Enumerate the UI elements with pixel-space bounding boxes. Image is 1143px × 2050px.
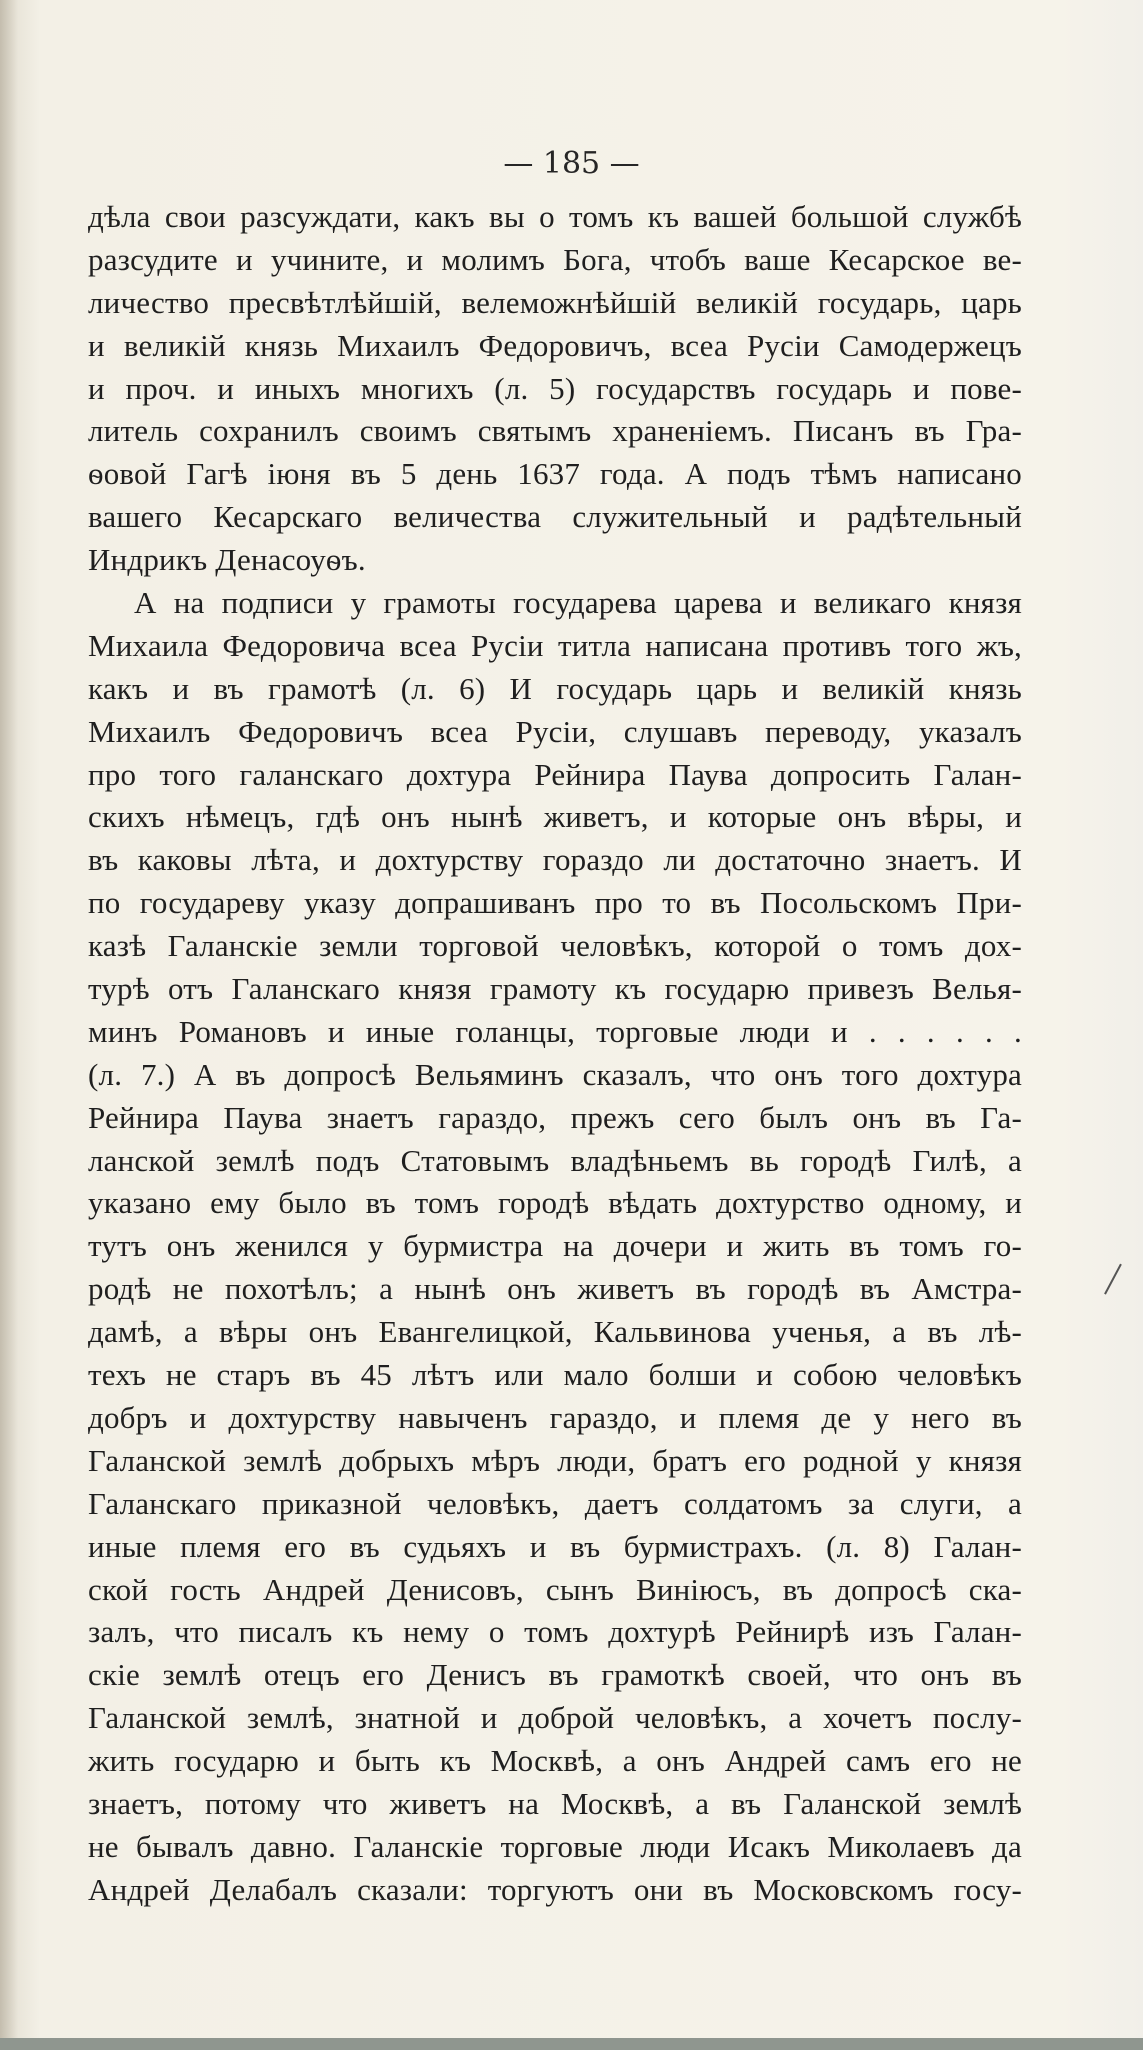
text-line: литель сохранилъ своимъ святымъ храненіемъ. Писанъ въ Гра- xyxy=(88,413,1022,449)
text-line: ской гость Андрей Денисовъ, сынъ Виніюсъ, въ допросѣ ска- xyxy=(88,1571,1022,1607)
text-line: Рейнира Паува знаетъ гараздо, прежъ сего былъ онъ въ Га- xyxy=(88,1099,1022,1135)
text-line: Михаила Федоровича всеа Русіи титла написана противъ того жъ, xyxy=(88,627,1022,663)
text-line: указано ему было въ томъ городѣ вѣдать дохтурство одному, и xyxy=(88,1185,1022,1221)
text-line: Галанской землѣ добрыхъ мѣръ люди, братъ его родной у князя xyxy=(88,1442,1022,1478)
text-line: казѣ Галанскіе земли торговой человѣкъ, которой о томъ дох- xyxy=(88,928,1022,964)
text-line: знаетъ, потому что живетъ на Москвѣ, а въ Галанской землѣ xyxy=(88,1785,1022,1821)
text-line: жить государю и быть къ Москвѣ, а онъ Андрей самъ его не xyxy=(88,1743,1022,1779)
text-line: скіе землѣ отецъ его Денисъ въ грамоткѣ своей, что онъ въ xyxy=(88,1657,1022,1693)
text-line: вашего Кесарскаго величества служительный и радѣтельный xyxy=(88,499,1022,535)
text-line: не бывалъ давно. Галанскіе торговые люди Исакъ Миколаевъ да xyxy=(88,1828,1022,1864)
text-line: Галанскаго приказной человѣкъ, даетъ солдатомъ за слуги, а xyxy=(88,1485,1022,1521)
text-line: въ каковы лѣта, и дохтурству гораздо ли достаточно знаетъ. И xyxy=(88,842,1022,878)
text-line: залъ, что писалъ къ нему о томъ дохтурѣ Рейнирѣ изъ Галан- xyxy=(88,1614,1022,1650)
text-line: по государеву указу допрашиванъ про то въ Посольскомъ При- xyxy=(88,885,1022,921)
text-line: скихъ нѣмецъ, гдѣ онъ нынѣ живетъ, и которые онъ вѣры, и xyxy=(88,799,1022,835)
body-text xyxy=(88,196,1022,1912)
text-line: и великій князь Михаилъ Федоровичъ, всеа Русіи Самодержецъ xyxy=(88,327,1022,363)
text-line: какъ и въ грамотѣ (л. 6) И государь царь и великій князь xyxy=(88,670,1022,706)
text-line: А на подписи у грамоты государева царева и великаго князя xyxy=(134,585,1022,621)
text-line: про того галанскаго дохтура Рейнира Паува допросить Галан- xyxy=(88,756,1022,792)
text-line: родѣ не похотѣлъ; а нынѣ онъ живетъ въ городѣ въ Амстра- xyxy=(88,1271,1022,1307)
text-line: ланской землѣ подъ Статовымъ владѣньемъ вь городѣ Гилѣ, а xyxy=(88,1142,1022,1178)
text-line: Галанской землѣ, знатной и доброй человѣкъ, а хочетъ послу- xyxy=(88,1700,1022,1736)
text-line: добръ и дохтурству навыченъ гараздо, и племя де у него въ xyxy=(88,1399,1022,1435)
scan-bottom-edge xyxy=(0,2038,1143,2050)
spine-shadow xyxy=(0,0,18,2050)
text-line: Индрикъ Денасоуѳъ. xyxy=(88,542,366,578)
text-line: турѣ отъ Галанскаго князя грамоту къ государю привезъ Велья- xyxy=(88,971,1022,1007)
text-line: дѣла свои разсуждати, какъ вы о томъ къ вашей большой службѣ xyxy=(88,199,1022,234)
text-line: (л. 7.) А въ допросѣ Вельяминъ сказалъ, что онъ того дохтура xyxy=(88,1056,1022,1092)
text-line: разсудите и учините, и молимъ Бога, чтобъ ваше Кесарское ве- xyxy=(88,241,1022,277)
text-line: тутъ онъ женился у бурмистра на дочери и жить въ томъ го- xyxy=(88,1228,1022,1264)
text-line: техъ не старъ въ 45 лѣтъ или мало болши и собою человѣкъ xyxy=(88,1357,1022,1393)
text-line: и проч. и иныхъ многихъ (л. 5) государствъ государь и пове- xyxy=(88,370,1022,406)
text-line: иные племя его въ судьяхъ и въ бурмистрахъ. (л. 8) Галан- xyxy=(88,1528,1022,1564)
page-number: — 185 — xyxy=(503,146,640,181)
text-line: Андрей Делабалъ сказали: торгуютъ они въ Московскомъ госу- xyxy=(88,1871,1022,1907)
margin-pencil-mark xyxy=(1104,1264,1121,1295)
text-line: Михаилъ Федоровичъ всеа Русіи, слушавъ переводу, указалъ xyxy=(88,713,1022,749)
text-line: ѳовой Гагѣ іюня въ 5 день 1637 года. А подъ тѣмъ написано xyxy=(88,456,1022,492)
text-line: дамѣ, а вѣры онъ Евангелицкой, Кальвинова ученья, а въ лѣ- xyxy=(88,1314,1022,1350)
text-line: личество пресвѣтлѣйшій, велеможнѣйшій великій государь, царь xyxy=(88,284,1022,320)
text-line: минъ Романовъ и иные голанцы, торговые люди и . . . . . . xyxy=(88,1013,1022,1049)
